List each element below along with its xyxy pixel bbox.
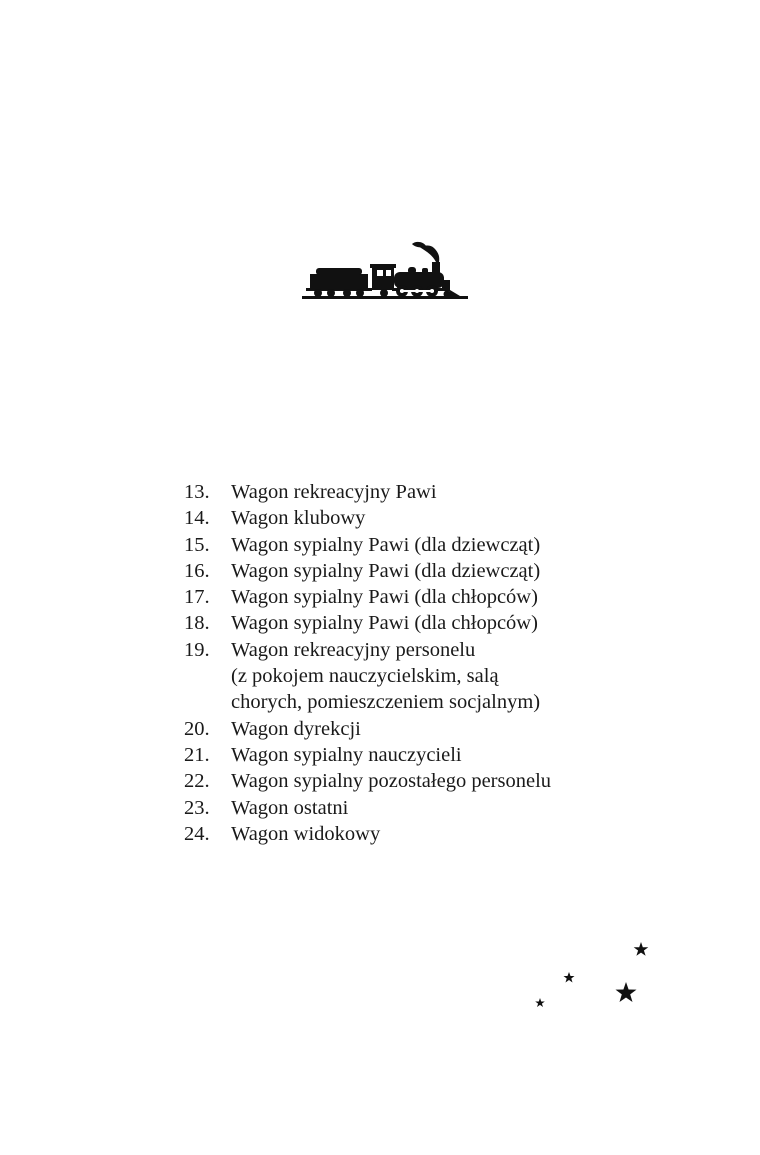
list-item [184,663,551,689]
item-text: Wagon ostatni [231,796,349,819]
item-number: 18. [184,612,210,635]
item-number: 13. [184,481,210,503]
item-number: 16. [184,559,210,582]
item-number: 22. [184,770,210,793]
list-item [184,637,551,663]
item-text: chorych, pomieszczeniem socjalnym) [231,691,541,714]
list-item [184,742,551,768]
list-item [184,795,551,821]
list-item [184,479,551,505]
item-number: 15. [184,533,210,556]
item-text: Wagon klubowy [231,507,366,530]
item-number: 19. [184,638,210,661]
wagon-list [184,479,551,847]
item-text: Wagon rekreacyjny Pawi [231,481,437,503]
item-number: 17. [184,586,210,609]
star-large-icon [616,982,637,1002]
list-item [184,532,551,558]
item-number: 14. [184,507,210,530]
list-item [184,505,551,531]
star-medium-icon [634,942,649,956]
item-text: Wagon dyrekcji [231,717,361,740]
list-item [184,584,551,610]
list-item [184,821,551,847]
list-item [184,716,551,742]
item-text: Wagon sypialny nauczycieli [231,743,462,766]
item-text: (z pokojem nauczycielskim, salą [231,665,499,688]
item-number: 21. [184,743,210,766]
item-number [184,663,231,689]
item-text: Wagon sypialny Pawi (dla chłopców) [231,612,538,635]
item-number: 20. [184,717,210,740]
stars-icon [525,935,675,1025]
list-item [184,768,551,794]
item-text: Wagon sypialny pozostałego personelu [231,770,552,793]
list-item [184,689,551,715]
item-text: Wagon sypialny Pawi (dla chłopców) [231,586,538,609]
item-text: Wagon widokowy [231,822,381,845]
list-item [184,610,551,636]
steam-locomotive-icon [300,240,470,306]
item-number: 24. [184,822,210,845]
item-number [184,689,231,715]
item-text: Wagon sypialny Pawi (dla dziewcząt) [231,533,541,556]
item-number: 23. [184,796,210,819]
item-text: Wagon sypialny Pawi (dla dziewcząt) [231,559,541,582]
list-item [184,558,551,584]
star-small-icon [564,972,575,983]
star-small-icon [535,998,545,1007]
item-text: Wagon rekreacyjny personelu [231,638,476,661]
